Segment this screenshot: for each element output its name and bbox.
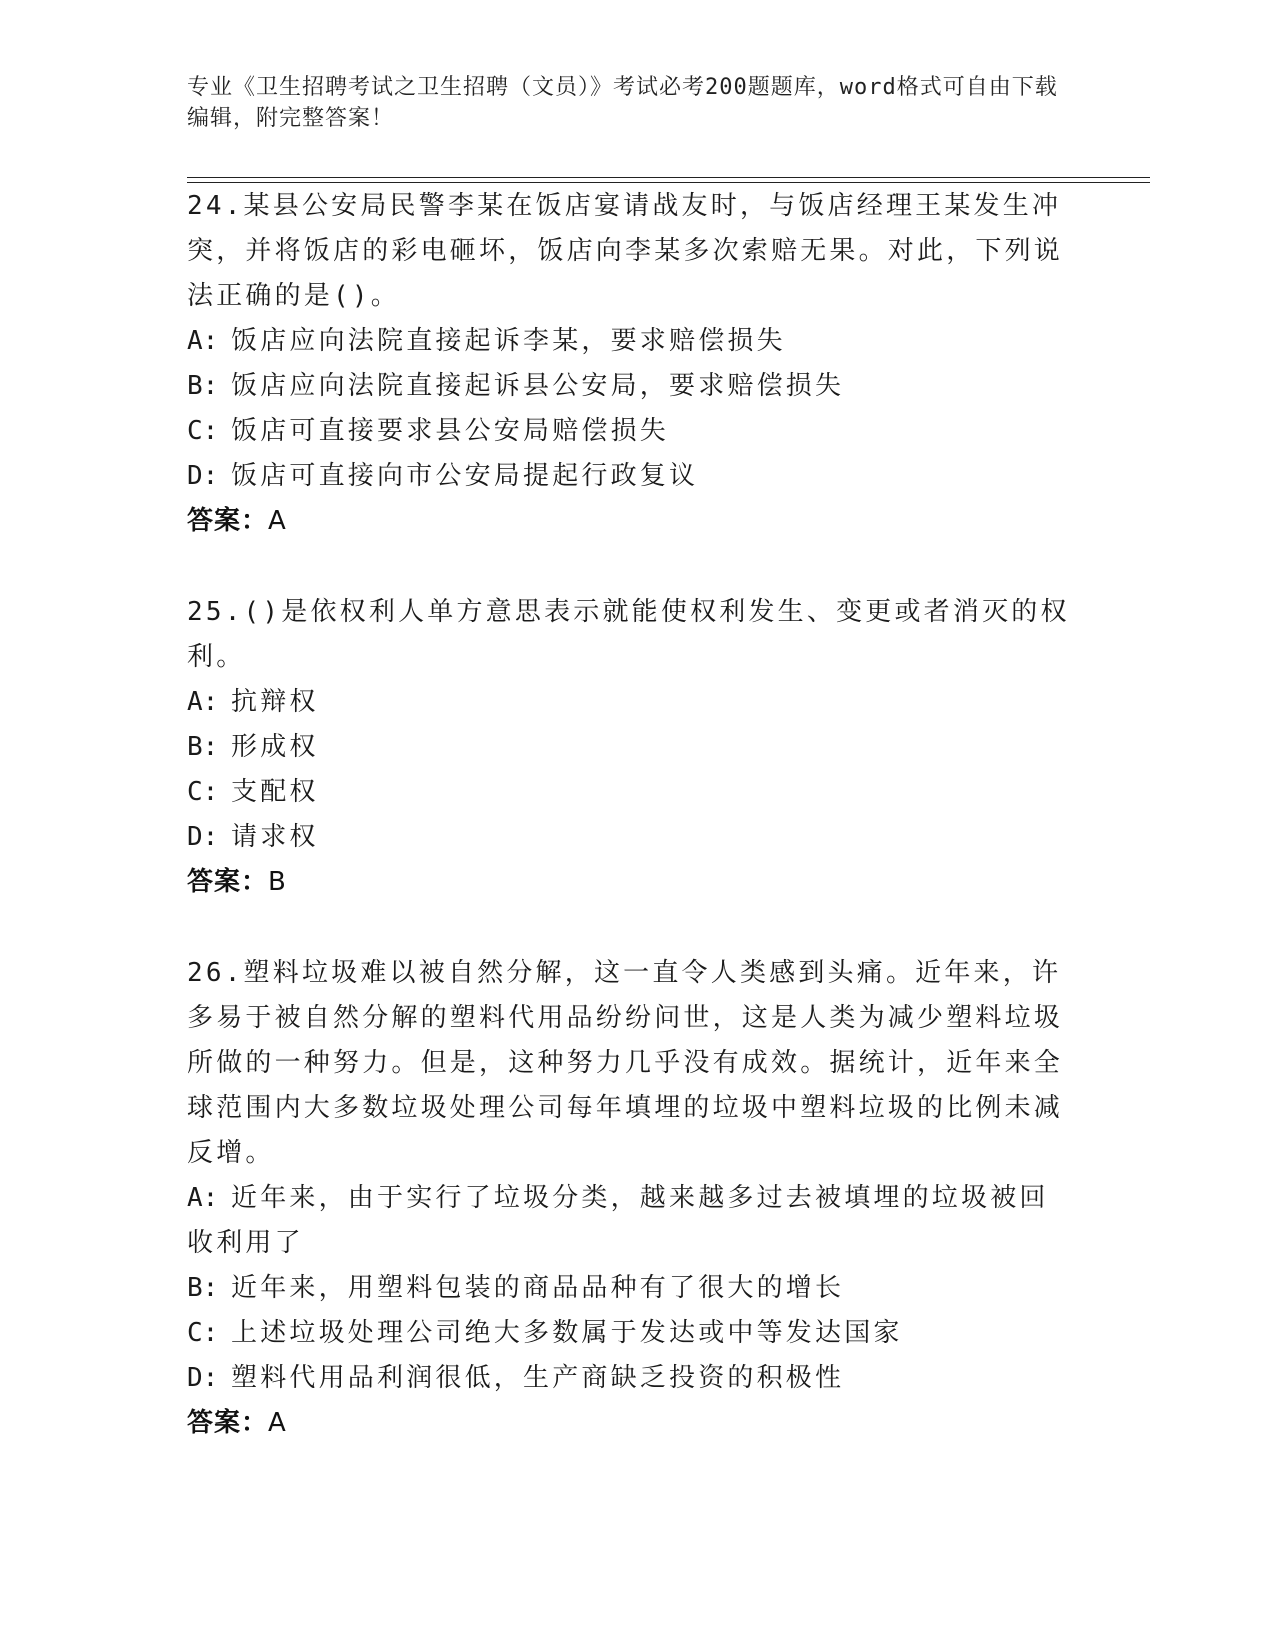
answer-label: 答案： xyxy=(187,506,269,536)
option-letter: A: xyxy=(187,326,219,356)
question-stem: 25.()是依权利人单方意思表示就能使权利发生、变更或者消灭的权利。 xyxy=(187,597,1070,672)
option-a xyxy=(187,319,1077,364)
option-letter: C: xyxy=(187,416,219,446)
question-24 xyxy=(187,184,1077,544)
option-text: 抗辩权 xyxy=(231,687,319,717)
option-d xyxy=(187,1356,1077,1401)
option-a xyxy=(187,680,1077,725)
option-text: 近年来，用塑料包装的商品品种有了很大的增长 xyxy=(231,1273,845,1303)
answer-line xyxy=(187,499,1077,544)
option-text: 饭店应向法院直接起诉县公安局，要求赔偿损失 xyxy=(231,371,845,401)
option-letter: D: xyxy=(187,822,219,852)
option-text: 形成权 xyxy=(231,732,319,762)
option-text: 饭店可直接要求县公安局赔偿损失 xyxy=(231,416,670,446)
option-text: 饭店应向法院直接起诉李某，要求赔偿损失 xyxy=(231,326,786,356)
option-text: 近年来，由于实行了垃圾分类，越来越多过去被填埋的垃圾被回收利用了 xyxy=(187,1183,1049,1258)
option-b xyxy=(187,364,1077,409)
option-b xyxy=(187,1266,1077,1311)
question-26 xyxy=(187,951,1077,1446)
answer-label: 答案： xyxy=(187,1408,269,1438)
option-letter: D: xyxy=(187,1363,219,1393)
question-stem: 24.某县公安局民警李某在饭店宴请战友时，与饭店经理王某发生冲突，并将饭店的彩电砸坏，饭店向李某多次索赔无果。对此，下列说法正确的是()。 xyxy=(187,191,1064,311)
option-letter: D: xyxy=(187,461,219,491)
option-text: 请求权 xyxy=(231,822,319,852)
header-rule-top xyxy=(187,177,1150,178)
header-rule-bottom xyxy=(187,182,1150,183)
option-letter: C: xyxy=(187,1318,219,1348)
option-letter: B: xyxy=(187,732,219,762)
option-c xyxy=(187,1311,1077,1356)
document-header: 专业《卫生招聘考试之卫生招聘（文员）》考试必考200题题库，word格式可自由下载编辑，附完整答案！ xyxy=(187,75,1058,131)
option-c xyxy=(187,770,1077,815)
option-b xyxy=(187,725,1077,770)
option-letter: A: xyxy=(187,687,219,717)
answer-value: A xyxy=(268,1408,287,1438)
option-letter: A: xyxy=(187,1183,219,1213)
question-25 xyxy=(187,590,1077,905)
question-stem: 26.塑料垃圾难以被自然分解，这一直令人类感到头痛。近年来，许多易于被自然分解的塑料代用品纷纷问世，这是人类为减少塑料垃圾所做的一种努力。但是，这种努力几乎没有成效。据统计，近年来全球范围内大多数垃圾处理公司每年填埋的垃圾中塑料垃圾的比例未减反增。 xyxy=(187,958,1064,1168)
option-c xyxy=(187,409,1077,454)
option-text: 上述垃圾处理公司绝大多数属于发达或中等发达国家 xyxy=(231,1318,903,1348)
answer-line xyxy=(187,860,1077,905)
option-d xyxy=(187,454,1077,499)
option-letter: B: xyxy=(187,371,219,401)
option-d xyxy=(187,815,1077,860)
answer-label: 答案： xyxy=(187,867,269,897)
option-text: 饭店可直接向市公安局提起行政复议 xyxy=(231,461,699,491)
option-a xyxy=(187,1176,1077,1266)
option-text: 支配权 xyxy=(231,777,319,807)
answer-value: B xyxy=(268,867,287,897)
option-letter: C: xyxy=(187,777,219,807)
option-letter: B: xyxy=(187,1273,219,1303)
answer-value: A xyxy=(268,506,287,536)
option-text: 塑料代用品利润很低，生产商缺乏投资的积极性 xyxy=(231,1363,845,1393)
answer-line xyxy=(187,1401,1077,1446)
